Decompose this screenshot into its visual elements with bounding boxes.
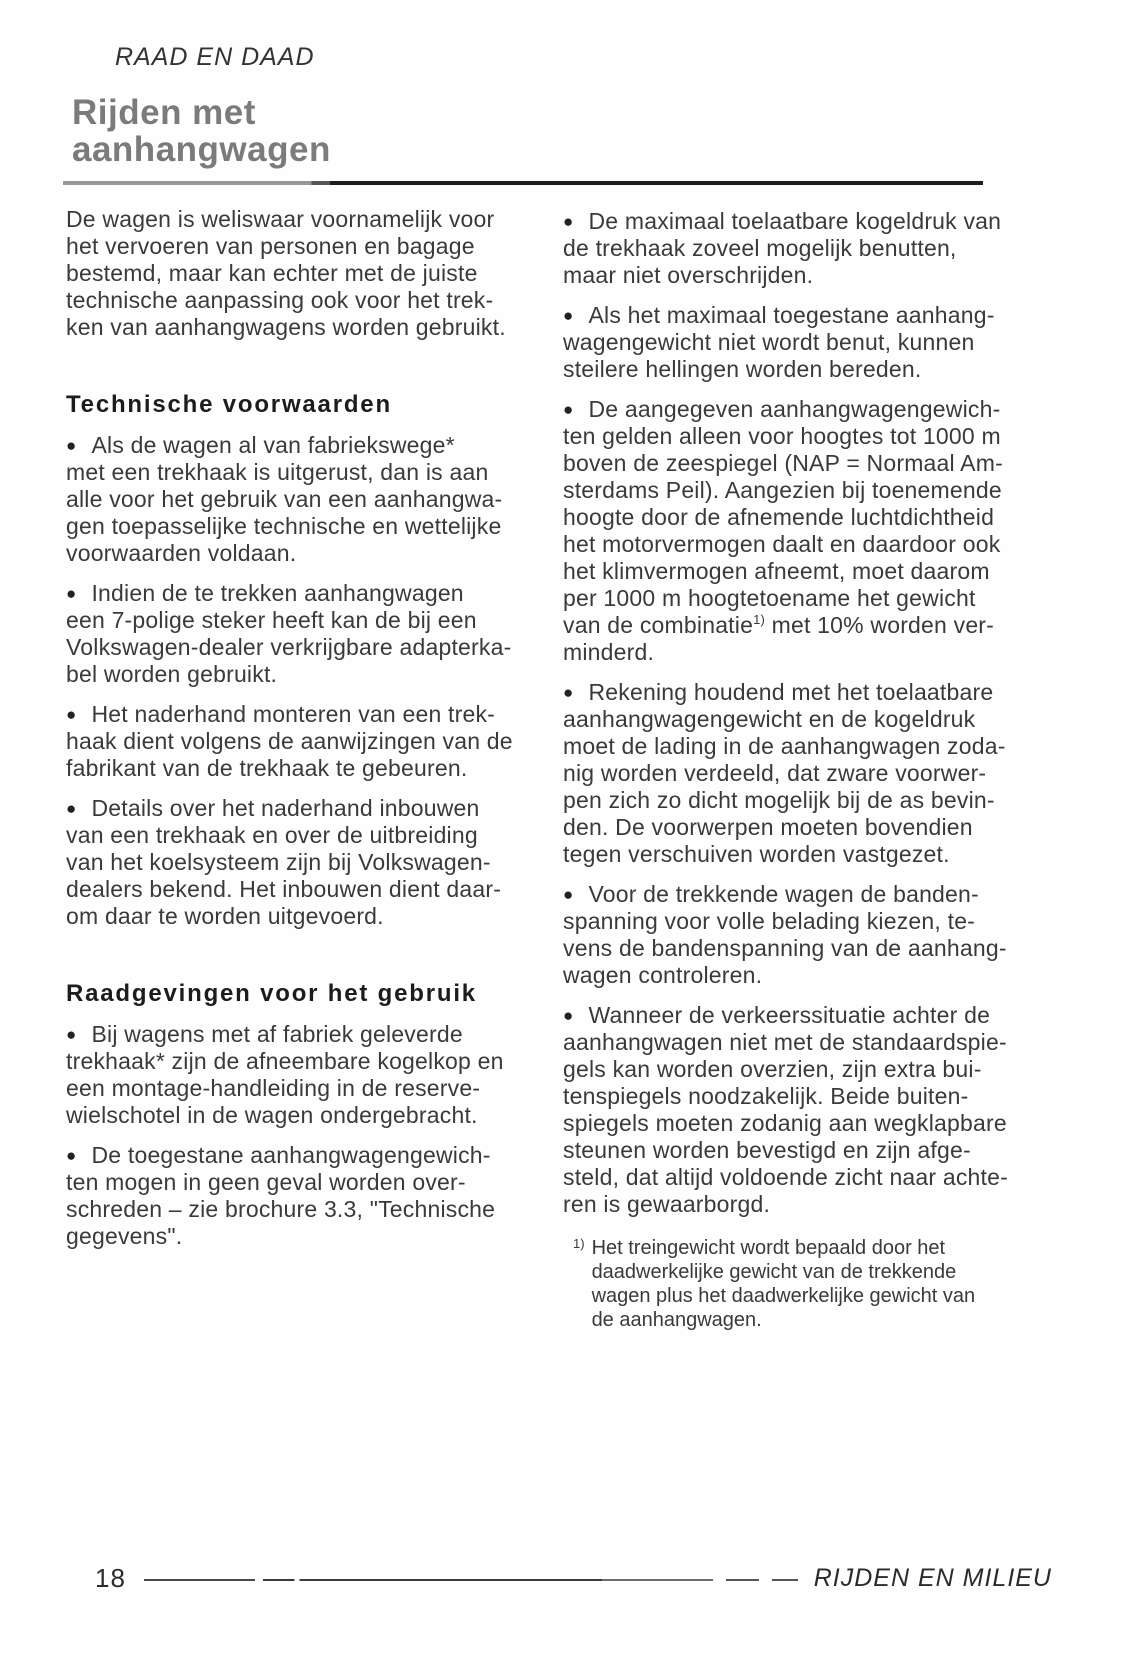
- bullet-item: [563, 208, 1063, 289]
- bullet-item: [66, 580, 566, 688]
- footnote: [573, 1236, 1063, 1332]
- right-column: [563, 208, 1063, 1332]
- bullet-text: Het naderhand monteren van een trek- haak dient volgens de aanwijzingen van de fabrikant van de trekhaak te gebeuren.: [66, 701, 513, 781]
- bullet-icon: ●: [563, 683, 574, 702]
- bullet-text: Wanneer de verkeerssituatie achter de aanhangwagen niet met de standaardspie- gels kan worden overzien, zijn extra bui- tenspiegels noodzakelijk. Beide buiten- spiegels moeten zodanig aan wegklapbare steunen worden bevestigd en zijn afge- steld, dat altijd voldoende zicht naar achte- ren is gewaarborgd.: [563, 1002, 1008, 1217]
- bullet-icon: ●: [66, 705, 77, 724]
- left-column: [66, 206, 566, 1263]
- bullet-item: [563, 1002, 1063, 1218]
- bullet-icon: ●: [66, 1146, 77, 1165]
- footnote-marker: 1): [573, 1236, 585, 1251]
- bullet-item: [66, 1021, 566, 1129]
- footer-divider: [144, 1579, 798, 1581]
- title-divider: [63, 181, 983, 185]
- page-title-line1: Rijden met: [72, 93, 256, 132]
- page-title: [72, 94, 331, 168]
- bullet-icon: ●: [563, 306, 574, 325]
- bullet-text: De toegestane aanhangwagengewich- ten mogen in geen geval worden over- schreden – zie brochure 3.3, "Technische gegevens".: [66, 1142, 496, 1249]
- bullet-icon: ●: [563, 1006, 574, 1025]
- page-header: [72, 42, 331, 168]
- bullet-icon: ●: [66, 436, 77, 455]
- chapter-kicker: RAAD EN DAAD: [115, 43, 315, 71]
- bullet-text: Als de wagen al van fabriekswege* met een trekhaak is uitgerust, dan is aan alle voor het gebruik van een aanhangwa- gen toepasselijke technische en wettelijke voorwaarden voldaan.: [66, 432, 503, 566]
- bullet-item: [563, 679, 1063, 868]
- bullet-text: Details over het naderhand inbouwen van een trekhaak en over de uitbreiding van het koelsysteem zijn bij Volkswagen- dealers bekend. Het inbouwen dient daar- om daar te worden uitgevoerd.: [66, 795, 502, 929]
- page-title-line2: aanhangwagen: [72, 130, 331, 169]
- footnote-reference: 1): [753, 612, 766, 627]
- bullet-item: [66, 795, 566, 930]
- bullet-item: [563, 302, 1063, 383]
- bullet-text: De maximaal toelaatbare kogeldruk van de trekhaak zoveel mogelijk benutten, maar niet overschrijden.: [563, 208, 1002, 288]
- bullet-text: met 10% worden ver- minderd.: [563, 612, 995, 665]
- section-title-technische-voorwaarden: Technische voorwaarden: [66, 391, 392, 418]
- bullet-icon: ●: [563, 885, 574, 904]
- page-footer: [95, 1563, 1052, 1594]
- bullet-text: Als het maximaal toegestane aanhang- wagengewicht niet wordt benut, kunnen steilere hellingen worden bereden.: [563, 302, 995, 382]
- bullet-icon: ●: [563, 212, 574, 231]
- page-number: 18: [95, 1563, 126, 1593]
- bullet-text: Indien de te trekken aanhangwagen een 7-polige steker heeft kan de bij een Volkswagen-dealer verkrijgbare adapterka- bel worden gebruikt.: [66, 580, 512, 687]
- footer-title: RIJDEN EN MILIEU: [813, 1564, 1052, 1592]
- bullet-icon: ●: [563, 400, 574, 419]
- bullet-icon: ●: [66, 799, 77, 818]
- bullet-icon: ●: [66, 1025, 77, 1044]
- bullet-item: [563, 396, 1063, 666]
- bullet-text: De aangegeven aanhangwagengewich- ten gelden alleen voor hoogtes tot 1000 m boven de zeespiegel (NAP = Normaal Am- sterdams Peil). Aangezien bij toenemende hoogte door de afnemende luchtdichtheid het motorvermogen daalt en daardoor ook het klimvermogen afneemt, moet daarom per 1000 m hoogtetoename het gewicht van de combinatie: [563, 396, 1003, 638]
- bullet-item: [563, 881, 1063, 989]
- bullet-text: Bij wagens met af fabriek geleverde trekhaak* zijn de afneembare kogelkop en een montage-handleiding in de reserve- wielschotel in de wagen ondergebracht.: [66, 1021, 504, 1128]
- intro-paragraph: De wagen is weliswaar voornamelijk voor het vervoeren van personen en bagage bestemd, maar kan echter met de juiste technische aanpassing ook voor het trek- ken van aanhangwagens worden gebruikt.: [66, 206, 506, 340]
- bullet-item: [66, 1142, 566, 1250]
- bullet-item: [66, 432, 566, 567]
- footnote-text: Het treingewicht wordt bepaald door het daadwerkelijke gewicht van de trekkende wagen plus het daadwerkelijke gewicht van de aanhangwagen.: [591, 1237, 976, 1331]
- bullet-icon: ●: [66, 584, 77, 603]
- bullet-text: Rekening houdend met het toelaatbare aanhangwagengewicht en de kogeldruk moet de lading in de aanhangwagen zoda- nig worden verdeeld, dat zware voorwer- pen zich zo dicht mogelijk bij de as bevin- den. De voorwerpen moeten bovendien tegen verschuiven worden vastgezet.: [563, 679, 1006, 867]
- bullet-text: Voor de trekkende wagen de banden- spanning voor volle belading kiezen, te- vens de bandenspanning van de aanhang- wagen controleren.: [563, 881, 1007, 988]
- bullet-item: [66, 701, 566, 782]
- section-title-raadgevingen: Raadgevingen voor het gebruik: [66, 980, 477, 1007]
